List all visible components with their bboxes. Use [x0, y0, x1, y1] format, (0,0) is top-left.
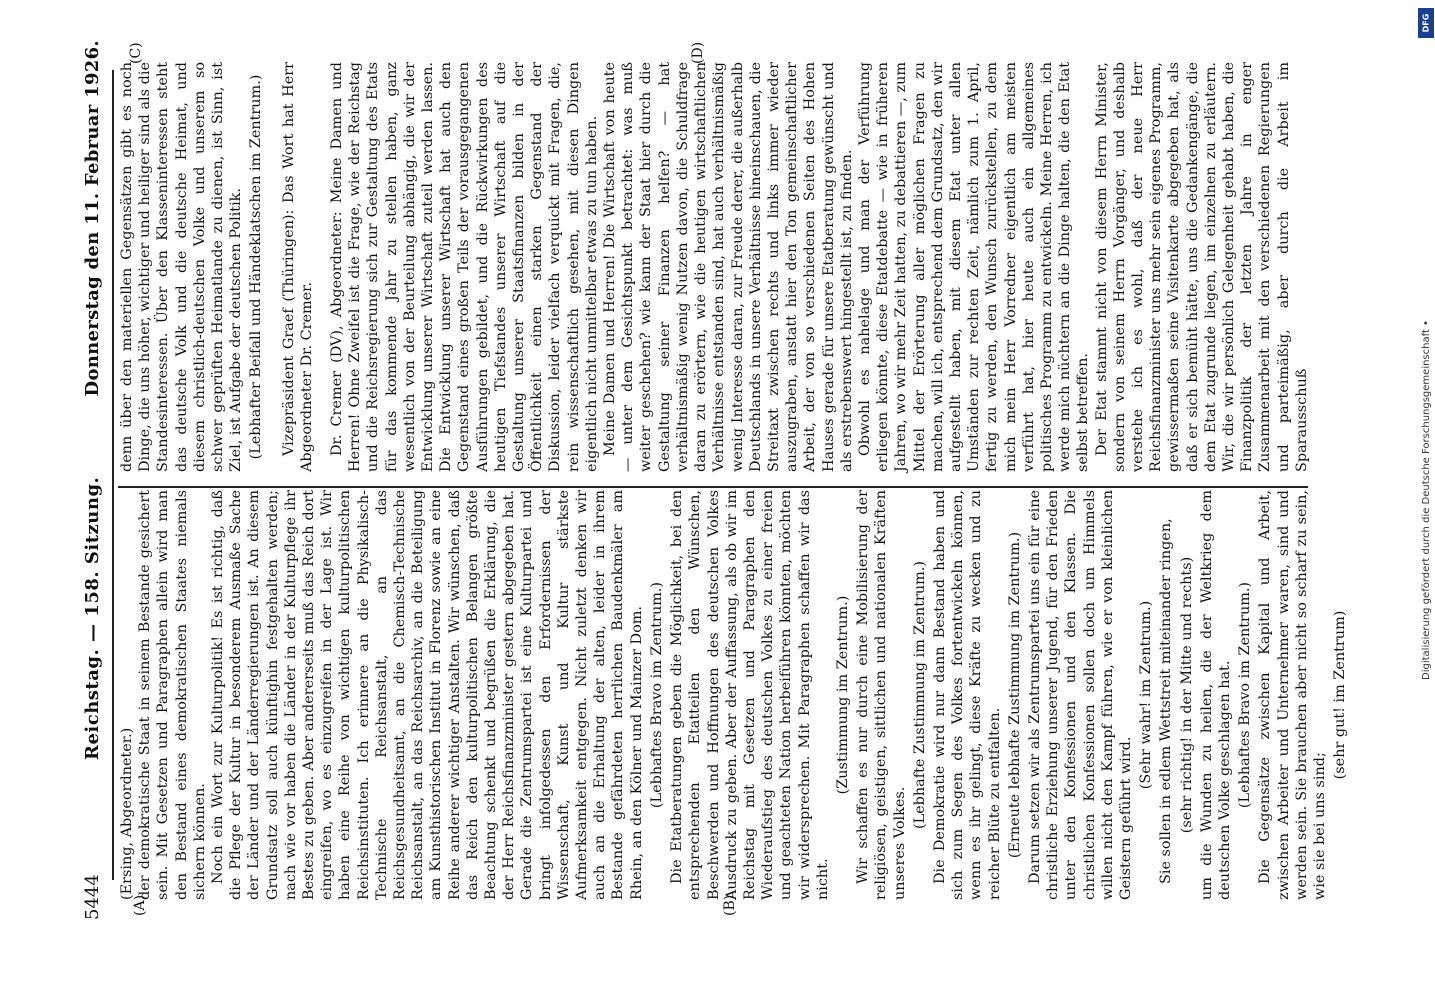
- paragraph: Darum setzen wir als Zentrumspartei uns ein für eine christliche Erziehung unserer Jugend, für den Frieden unter den Konfessionen und den Klassen. Die christlichen Konfessionen sollen doch um Himmels willen nicht den Kampf führen, wie er von kleinlichen Geistern geführt wird.: [1026, 490, 1134, 900]
- paragraph: der demokratische Staat in seinem Bestande gesichert sein. Mit Gesetzen und Paragraphen allein wird man den Bestand eines demokratischen Staates niemals sichern können.: [137, 490, 208, 900]
- paragraph: Wir schaffen es nur durch eine Mobilisierung der religiösen, geistigen, sittlichen und nationalen Kräften unseres Volkes.: [855, 490, 908, 900]
- paragraph: Noch ein Wort zur Kulturpolitik! Es ist richtig, daß die Pflege der Kultur in besonderem Ausmaße Sache der Länder und der Länderregierungen ist. An diesem Grundsatz soll auch künftighin festgehalten werden; nach wie vor haben die Länder in der Kulturpflege ihr Bestes zu geben. Aber andererseits muß das Reich dort eingreifen, wo es einzugreifen in der Lage ist. Wir haben eine Reihe von wichtigen kulturpolitischen Reichsinstituten. Ich erinnere an die Physikalisch-Technische Reichsanstalt, an das Reichsgesundheitsamt, an die Chemisch-Technische Reichsanstalt, an das Reichsarchiv, an die Beteiligung am Kunsthistorischen Institut in Florenz sowie an eine Reihe anderer wichtiger Anstalten. Wir wünschen, daß das Reich den kulturpolitischen Belangen größte Beachtung schenkt und begrüßen die Erklärung, die der Herr Reichsfinanzminister gestern abgegeben hat. Gerade die Zentrumspartei ist eine Kulturpartei und bringt infolgedessen den Erfordernissen der Wissenschaft, Kunst und Kultur stärkste Aufmerksamkeit entgegen. Nicht zuletzt denken wir auch an die Erhaltung der alten, leider in ihrem Bestande gefährdeten herrlichen Baudenkmäler am Rhein, an den Kölner und Mainzer Dom.: [210, 490, 645, 900]
- page-number: 5444: [82, 874, 103, 920]
- reaction: (Sehr wahr! im Zentrum.): [1138, 600, 1155, 790]
- reaction: (Lebhaftes Bravo im Zentrum.): [1237, 581, 1254, 809]
- session-date: Donnerstag den 11. Februar 1926.: [82, 40, 103, 397]
- reaction: (Lebhafte Zustimmung im Zentrum.): [911, 561, 928, 829]
- margin-marker-c: (C): [128, 42, 144, 64]
- reaction: (Lebhaftes Bravo im Zentrum.): [648, 581, 665, 809]
- reaction: (Zustimmung im Zentrum.): [834, 595, 851, 795]
- paragraph: Obwohl es nahelage und man der Verführung erliegen könnte, diese Etatdebatte — wie in früheren Jahren, wo wir mehr Zeit hatten, zu debattieren —, zum Mittel der Erörterung aller möglichen Fragen zu machen, will ich, entsprechend dem Grundsatz, den wir aufgestellt haben, mit diesem Etat unter allen Umständen zur rechten Zeit, nämlich zum 1. April, fertig zu werden, den Wunsch zurückstellen, zu dem mich mein Herr Vorredner eigentlich am meisten verführt hat, hier heute auch ein allgemeines politisches Programm zu entwickeln. Meine Herren, ich werde mich nüchtern an die Dinge halten, die den Etat selbst betreffen.: [856, 62, 1092, 472]
- digitization-note: Digitalisierung gefördert durch die Deutsche Forschungsgemeinschaft •: [1421, 320, 1432, 680]
- paragraph: Die Gegensätze zwischen Kapital und Arbeit, zwischen Arbeiter und Unternehmer waren, sind und werden sein. Sie brauchen aber nicht so scharf zu sein, wie sie bei uns sind;: [1257, 490, 1328, 900]
- margin-marker-a: (A): [132, 894, 148, 916]
- column-divider: [118, 487, 1308, 489]
- paragraph: Meine Damen und Herren! Die Wirtschaft von heute — unter dem Gesichtspunkt betrachtet: was muß weiter geschehen? wie kann der Staat hier durch die Gestaltung seiner Finanzen helfen? — hat verhältnismäßig wenig Nutzen davon, die Schuldfrage daran zu erörtern, wie die heutigen wirtschaftlichen Verhältnisse entstanden sind, hat auch verhältnismäßig wenig Interesse daran, zur Freude derer, die außerhalb Deutschlands in unsere Verhältnisse hineinschauen, die Streitaxt zwischen rechts und links immer wieder auszugraben, anstatt hier den Ton gemeinschaftlicher Arbeit, der von so verschiedenen Seiten des Hohen Hauses gerade für unsere Etatberatung gewünscht und als erstrebenswert hingestellt ist, zu finden.: [602, 62, 855, 472]
- margin-marker-b: (B): [722, 894, 738, 916]
- reaction: (Lebhafter Beifall und Händeklatschen im Zentrum.): [248, 74, 265, 460]
- page-header: [82, 40, 110, 920]
- paragraph: Vizepräsident Graef (Thüringen): Das Wort hat Herr Abgeordneter Dr. Cremer.: [280, 62, 315, 472]
- paragraph: Der Etat stammt nicht von diesem Herrn Minister, sondern von seinem Herrn Vorgänger, und deshalb verstehe ich es wohl, daß der neue Herr Reichsfinanzminister uns mehr sein eigenes Programm, gewissermaßen seine Visitenkarte abgegeben hat, als daß er sich bemüht hätte, uns die Gedankengänge, die dem Etat zugrunde liegen, im einzelnen zu erläutern. Wir, die wir persönlich Gelegenheit gehabt haben, die Finanzpolitik der letzten Jahre in enger Zusammenarbeit mit den verschiedenen Regierungen und parteimäßig, aber durch die Arbeit im Sparausschuß: [1093, 62, 1310, 472]
- paragraph: Dr. Cremer (DV), Abgeordneter: Meine Damen und Herren! Ohne Zweifel ist die Frage, wie der Reichstag und die Reichsregierung sich zur Gestaltung des Etats für das kommende Jahr zu stellen haben, ganz wesentlich von der Beurteilung abhängig, die wir der Entwicklung unserer Wirtschaft zuteil werden lassen. Die Entwicklung unserer Wirtschaft hat auch den Gegenstand eines großen Teils der vorausgegangenen Ausführungen gebildet, und die Rückwirkungen des heutigen Tiefstandes unserer Wirtschaft auf die Gestaltung unserer Staatsfinanzen bilden in der Öffentlichkeit einen starken Gegenstand der Diskussion, leider vielfach verquickt mit Fragen, die, rein wissenschaftlich gesehen, mit diesen Dingen eigentlich nicht unmittelbar etwas zu tun haben.: [329, 62, 600, 472]
- dfg-logo: [1418, 8, 1434, 38]
- paragraph: Die Etatberatungen geben die Möglichkeit, bei den entsprechenden Etatteilen den Wünschen, Beschwerden und Hoffnungen des deutschen Volkes Ausdruck zu geben. Aber der Auffassung, als ob wir im Reichstag mit Gesetzen und Paragraphen den Wiederaufstieg des deutschen Volkes zu einer freien und geachteten Nation herbeiführen könnten, möchten wir widersprechen. Mit Paragraphen schaffen wir das nicht.: [669, 490, 831, 900]
- speaker-continued: (Ersing, Abgeordneter.): [119, 727, 135, 900]
- reaction: (sehr richtig! in der Mitte und rechts): [1178, 556, 1195, 834]
- reaction: (Erneute lebhafte Zustimmung im Zentrum.): [1006, 531, 1023, 859]
- paragraph: Sie sollen in edlem Wettstreit miteinander ringen,: [1158, 518, 1175, 884]
- paragraph: denn über den materiellen Gegensätzen gibt es noch Dinge, die uns höher, wichtiger und heiliger sind als die Standesinteressen. Über den Klasseninteressen steht das deutsche Volk und die deutsche Heimat, und diesem christlich-deutschen Volke und unserem so schwer geprüften Heimatlande zu dienen, ist Sinn, ist Ziel, ist Aufgabe der deutschen Politik.: [119, 62, 245, 472]
- dfg-logo-text: DFG: [1421, 13, 1431, 33]
- left-column: [118, 490, 1349, 900]
- paragraph: um die Wunden zu heilen, die der Weltkrieg dem deutschen Volke geschlagen hat.: [1198, 490, 1233, 900]
- reaction: (sehr gut! im Zentrum): [1332, 610, 1349, 780]
- session-title: Reichstag. — 158. Sitzung.: [82, 476, 103, 760]
- right-column: [118, 62, 1318, 472]
- margin-marker-d: (D): [690, 41, 706, 64]
- header-rule: [112, 70, 114, 880]
- paragraph: Die Demokratie wird nur dann Bestand haben und sich zum Segen des Volkes fortentwickeln können, wenn es ihr gelingt, diese Kräfte zu wecken und zu reicher Blüte zu entfalten.: [931, 490, 1003, 900]
